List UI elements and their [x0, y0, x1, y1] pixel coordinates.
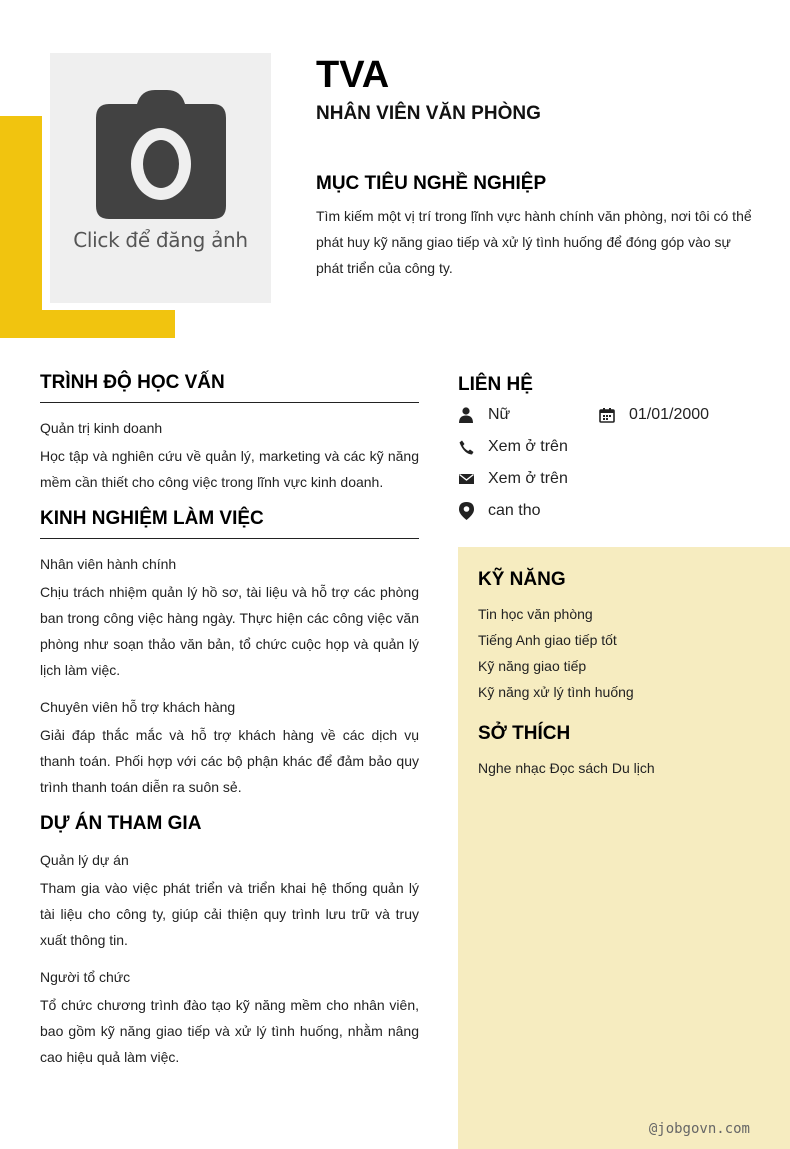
- location-pin-icon: [458, 503, 474, 519]
- entry-text: Học tập và nghiên cứu về quản lý, marketing và các kỹ năng mềm cần thiết cho công việc trong lĩnh vực kinh doanh.: [40, 448, 419, 490]
- experience-title: KINH NGHIỆM LÀM VIỆC: [40, 508, 419, 539]
- experience-section: [40, 508, 419, 800]
- email-icon: [458, 471, 474, 487]
- contact-address: [458, 502, 540, 520]
- education-title: TRÌNH ĐỘ HỌC VẤN: [40, 372, 419, 403]
- photo-upload[interactable]: [50, 53, 271, 303]
- entry-text: Tổ chức chương trình đào tạo kỹ năng mềm cho nhân viên, bao gồm kỹ năng giao tiếp và xử lý tình huống, nhằm nâng cao hiệu quả làm việc.: [40, 997, 419, 1065]
- contact-email: [458, 470, 568, 488]
- candidate-name: TVA: [316, 54, 390, 96]
- education-entry: [40, 417, 419, 495]
- contact-phone: [458, 438, 568, 456]
- entry-text: Giải đáp thắc mắc và hỗ trợ khách hàng về các dịch vụ thanh toán. Phối hợp với các bộ phận khác để đảm bảo quy trình thanh toán diễn ra suôn sẻ.: [40, 727, 419, 795]
- entry-title: Quản lý dự án: [40, 852, 129, 868]
- watermark: @jobgovn.com: [648, 1121, 750, 1137]
- skill-item: Tiếng Anh giao tiếp tốt: [478, 632, 617, 648]
- experience-entry: [40, 696, 419, 800]
- address-value: can tho: [488, 502, 541, 519]
- hobbies-text: Nghe nhạc Đọc sách Du lịch: [478, 760, 655, 776]
- entry-title: Nhân viên hành chính: [40, 556, 177, 572]
- projects-title: DỰ ÁN THAM GIA: [40, 813, 202, 834]
- camera-icon: [95, 90, 227, 220]
- experience-entry: [40, 553, 419, 683]
- skill-item: Kỹ năng xử lý tình huống: [478, 684, 634, 700]
- accent-bar-vertical: [0, 116, 42, 338]
- phone-icon: [458, 439, 474, 455]
- contact-gender: [458, 406, 510, 424]
- entry-title: Quản trị kinh doanh: [40, 420, 163, 436]
- entry-title: Chuyên viên hỗ trợ khách hàng: [40, 699, 236, 715]
- birthday-value: 01/01/2000: [629, 406, 710, 423]
- skill-item: Tin học văn phòng: [478, 606, 593, 622]
- entry-text: Chịu trách nhiệm quản lý hồ sơ, tài liệu và hỗ trợ các phòng ban trong công việc hàng ngày. Thực hiện các công việc văn phòng như soạn thảo văn bản, tổ chức cuộc họp và quản lý lịch làm việc.: [40, 584, 419, 678]
- calendar-icon: [599, 407, 615, 423]
- education-section: [40, 372, 419, 495]
- photo-caption: Click để đăng ảnh: [73, 228, 248, 252]
- entry-text: Tham gia vào việc phát triển và triển khai hệ thống quản lý tài liệu cho công ty, giúp cải thiện quy trình lưu trữ và truy xuất thông tin.: [40, 880, 419, 948]
- job-title: NHÂN VIÊN VĂN PHÒNG: [316, 103, 541, 124]
- contact-birthday: [599, 406, 709, 424]
- skills-panel: [458, 547, 790, 1149]
- gender-value: Nữ: [488, 406, 511, 423]
- contact-title: LIÊN HỆ: [458, 374, 533, 395]
- projects-section: [40, 813, 419, 1070]
- project-entry: [40, 966, 419, 1070]
- objective-title: MỤC TIÊU NGHỀ NGHIỆP: [316, 173, 547, 194]
- phone-value: Xem ở trên: [488, 438, 568, 455]
- accent-bar-horizontal: [0, 310, 175, 338]
- person-icon: [458, 407, 474, 423]
- skills-title: KỸ NĂNG: [478, 569, 566, 590]
- left-column: [40, 372, 419, 1083]
- objective-text: Tìm kiếm một vị trí trong lĩnh vực hành chính văn phòng, nơi tôi có thể phát huy kỹ năng giao tiếp và xử lý tình huống để đóng góp vào sự phát triển của công ty.: [316, 208, 752, 276]
- skill-item: Kỹ năng giao tiếp: [478, 658, 587, 674]
- hobbies-title: SỞ THÍCH: [478, 723, 571, 744]
- email-value: Xem ở trên: [488, 470, 568, 487]
- project-entry: [40, 849, 419, 953]
- entry-title: Người tổ chức: [40, 969, 131, 985]
